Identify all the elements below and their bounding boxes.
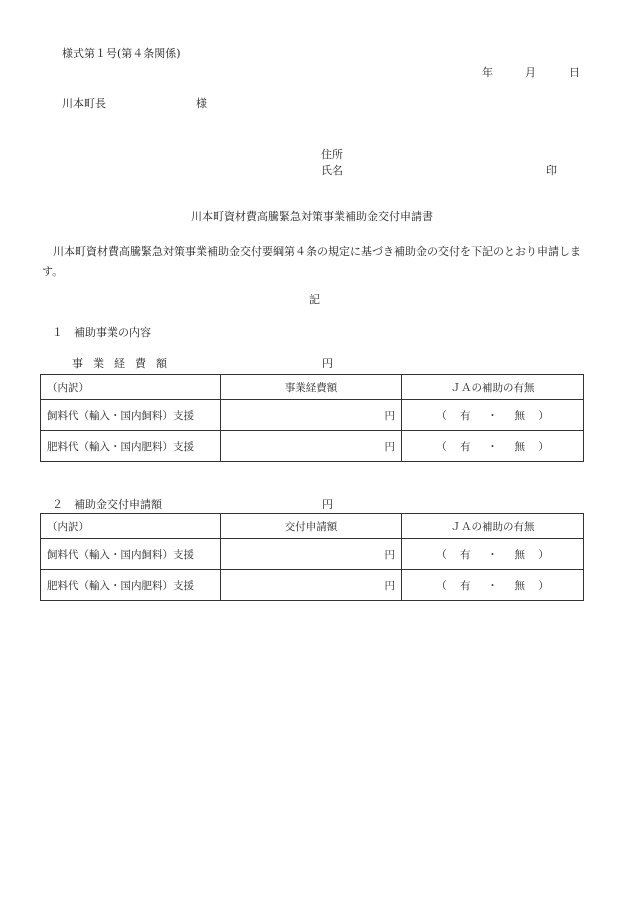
- column-header-breakdown: （内訳）: [41, 375, 221, 400]
- table-row: [41, 400, 584, 431]
- option-separator: ・: [487, 440, 498, 453]
- option-separator: ・: [487, 409, 498, 422]
- column-header-ja-subsidy: ＪＡの補助の有無: [402, 375, 584, 400]
- row-item-label: 肥料代（輸入・国内肥料）支援: [41, 570, 221, 601]
- table-row: [41, 570, 584, 601]
- table-header-row: [41, 375, 584, 400]
- table-header-row: [41, 514, 584, 539]
- paren-close: ）: [538, 409, 549, 422]
- addressee-honorific: 様: [196, 97, 207, 110]
- ja-subsidy-choice[interactable]: [402, 400, 584, 431]
- ja-subsidy-choice[interactable]: [402, 431, 584, 462]
- amount-cell[interactable]: [221, 570, 402, 601]
- body-paragraph: 川本町資材費高騰緊急対策事業補助金交付要綱第４条の規定に基づき補助金の交付を下記のとおり申請します。: [42, 245, 581, 278]
- option-no[interactable]: 無: [514, 440, 525, 453]
- yen-unit: 円: [384, 440, 395, 453]
- date-year-label: 年: [482, 66, 493, 79]
- amount-cell[interactable]: [221, 400, 402, 431]
- section2-total-unit: 円: [322, 498, 333, 511]
- date-month-label: 月: [525, 66, 536, 79]
- column-header-amount: 事業経費額: [221, 375, 402, 400]
- name-label: 氏名: [321, 164, 343, 177]
- option-no[interactable]: 無: [514, 409, 525, 422]
- paren-open: （: [436, 579, 447, 592]
- paren-close: ）: [538, 579, 549, 592]
- column-header-amount: 交付申請額: [221, 514, 402, 539]
- option-no[interactable]: 無: [514, 579, 525, 592]
- option-yes[interactable]: 有: [460, 409, 471, 422]
- paren-open: （: [436, 548, 447, 561]
- document-title: 川本町資材費高騰緊急対策事業補助金交付申請書: [191, 210, 433, 223]
- yen-unit: 円: [384, 409, 395, 422]
- amount-cell[interactable]: [221, 539, 402, 570]
- option-separator: ・: [487, 579, 498, 592]
- paren-open: （: [436, 440, 447, 453]
- table-row: [41, 431, 584, 462]
- section1-total-unit: 円: [322, 357, 333, 370]
- yen-unit: 円: [384, 579, 395, 592]
- section2-heading: ２ 補助金交付申請額: [52, 498, 162, 511]
- ja-subsidy-choice[interactable]: [402, 539, 584, 570]
- addressee: 川本町長: [62, 97, 106, 110]
- row-item-label: 肥料代（輸入・国内肥料）支援: [41, 431, 221, 462]
- section1-heading: １ 補助事業の内容: [52, 326, 151, 339]
- paren-close: ）: [538, 440, 549, 453]
- option-yes[interactable]: 有: [460, 579, 471, 592]
- amount-cell[interactable]: [221, 431, 402, 462]
- ki-label: 記: [309, 293, 320, 306]
- paren-open: （: [436, 409, 447, 422]
- section2-table: [40, 513, 584, 601]
- column-header-ja-subsidy: ＪＡの補助の有無: [402, 514, 584, 539]
- option-no[interactable]: 無: [514, 548, 525, 561]
- form-number: 様式第１号(第４条関係): [62, 47, 181, 60]
- address-label: 住所: [321, 148, 343, 161]
- option-separator: ・: [487, 548, 498, 561]
- section1-total-label: 事業経費額: [72, 357, 177, 370]
- column-header-breakdown: （内訳）: [41, 514, 221, 539]
- row-item-label: 飼料代（輸入・国内飼料）支援: [41, 539, 221, 570]
- date-day-label: 日: [569, 66, 580, 79]
- row-item-label: 飼料代（輸入・国内飼料）支援: [41, 400, 221, 431]
- option-yes[interactable]: 有: [460, 440, 471, 453]
- paren-close: ）: [538, 548, 549, 561]
- seal-mark: 印: [546, 164, 557, 177]
- section1-table: [40, 374, 584, 462]
- table-row: [41, 539, 584, 570]
- ja-subsidy-choice[interactable]: [402, 570, 584, 601]
- option-yes[interactable]: 有: [460, 548, 471, 561]
- yen-unit: 円: [384, 548, 395, 561]
